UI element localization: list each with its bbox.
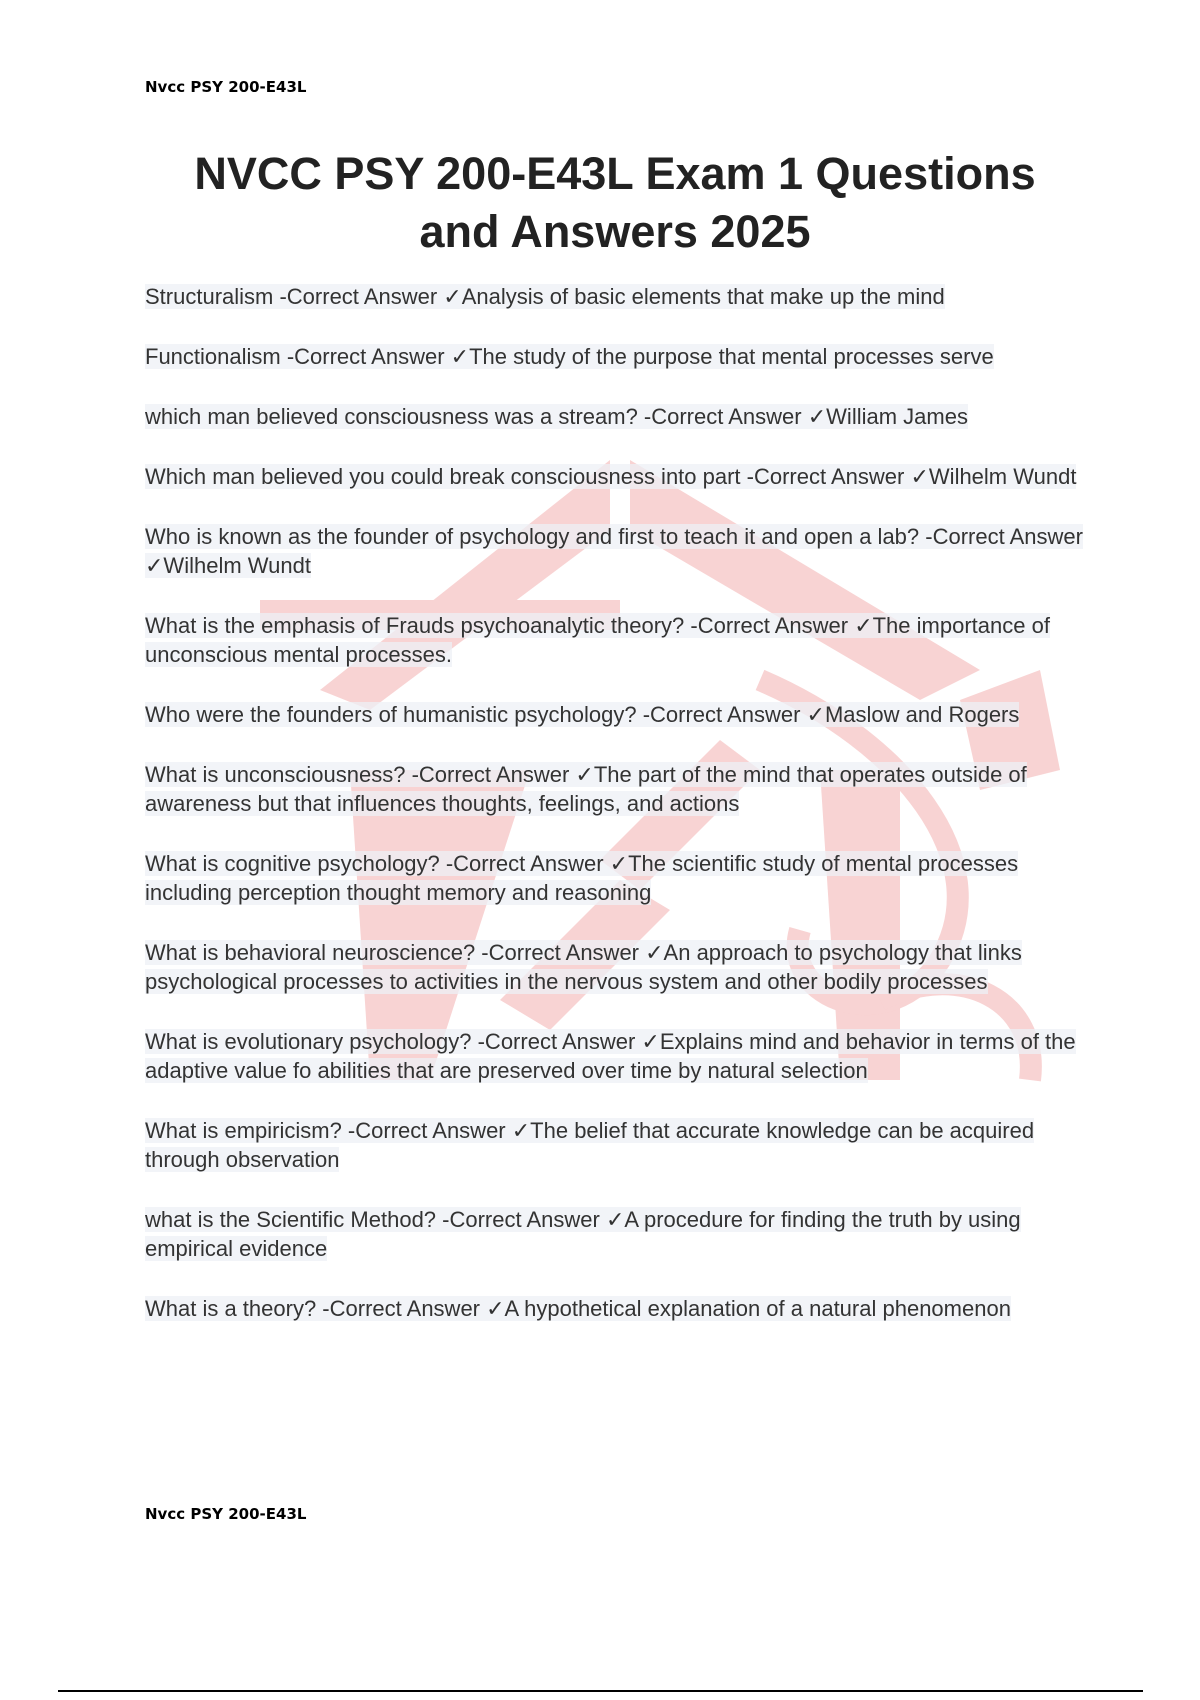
footer-course-label: Nvcc PSY 200-E43L — [145, 1505, 307, 1523]
page-title — [120, 145, 1110, 261]
title-line-1: NVCC PSY 200-E43L Exam 1 Questions — [194, 148, 1036, 199]
qa-item: What is the emphasis of Frauds psychoanalytic theory? -Correct Answer ✓The importance of unconscious mental processes. — [145, 613, 1050, 667]
qa-item: What is empiricism? -Correct Answer ✓The belief that accurate knowledge can be acquired through observation — [145, 1118, 1035, 1172]
qa-item: What is a theory? -Correct Answer ✓A hypothetical explanation of a natural phenomenon — [145, 1296, 1011, 1321]
qa-item: What is unconsciousness? -Correct Answer ✓The part of the mind that operates outside of awareness but that influences thoughts, feelings, and actions — [145, 762, 1027, 816]
qa-item: Structuralism -Correct Answer ✓Analysis of basic elements that make up the mind — [145, 284, 945, 309]
qa-item: What is cognitive psychology? -Correct Answer ✓The scientific study of mental processes including perception thought memory and reasoning — [145, 851, 1019, 905]
qa-item: what is the Scientific Method? -Correct Answer ✓A procedure for finding the truth by using empirical evidence — [145, 1207, 1021, 1261]
qa-item: which man believed consciousness was a stream? -Correct Answer ✓William James — [145, 404, 968, 429]
qa-item: Functionalism -Correct Answer ✓The study of the purpose that mental processes serve — [145, 344, 994, 369]
qa-item: Which man believed you could break consciousness into part -Correct Answer ✓Wilhelm Wundt — [145, 464, 1077, 489]
qa-item: What is evolutionary psychology? -Correct Answer ✓Explains mind and behavior in terms of the adaptive value fo abilities that are preserved over time by natural selection — [145, 1029, 1076, 1083]
qa-item: Who were the founders of humanistic psychology? -Correct Answer ✓Maslow and Rogers — [145, 702, 1020, 727]
title-line-2: and Answers 2025 — [419, 206, 811, 257]
qa-list — [145, 282, 1090, 1354]
page-bottom-divider — [58, 1690, 1143, 1692]
qa-item: What is behavioral neuroscience? -Correct Answer ✓An approach to psychology that links psychological processes to activities in the nervous system and other bodily processes — [145, 940, 1022, 994]
qa-item: Who is known as the founder of psychology and first to teach it and open a lab? -Correct Answer ✓Wilhelm Wundt — [145, 524, 1083, 578]
header-course-label: Nvcc PSY 200-E43L — [145, 78, 307, 96]
